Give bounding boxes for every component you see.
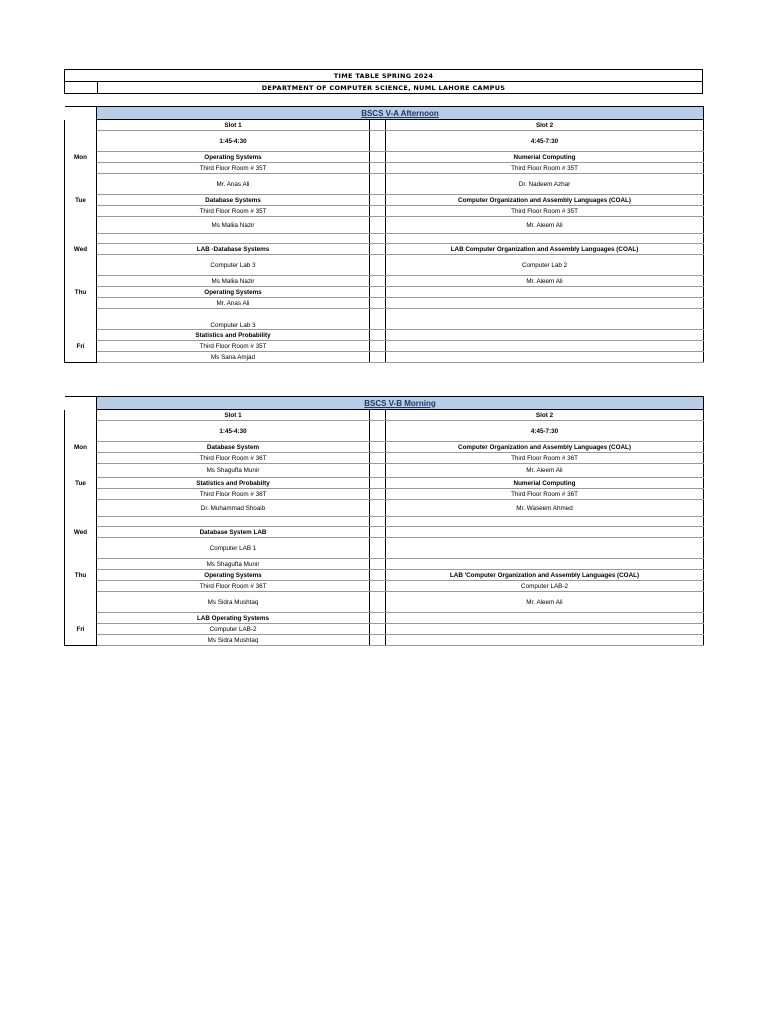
course-cell: Statistics and Probability	[97, 330, 370, 341]
slot2-time: 4:45-7:30	[386, 421, 704, 442]
teacher-cell: Dr. Nadeem Azhar	[386, 174, 704, 195]
section-a-table	[64, 106, 704, 363]
course-cell: Statistics and Probabilty	[97, 478, 370, 489]
teacher-cell: Mr. Aleem Ali	[386, 217, 704, 234]
day-thu: Thu	[65, 570, 97, 581]
day-fri: Fri	[65, 624, 97, 635]
department-title	[64, 81, 703, 94]
header-blank-cell	[65, 82, 98, 93]
course-cell: LAB 'Computer Organization and Assembly Languages (COAL)	[386, 570, 704, 581]
day-thu: Thu	[65, 287, 97, 298]
day-mon: Mon	[65, 442, 97, 453]
course-cell: Operating Systems	[97, 570, 370, 581]
day-wed: Wed	[65, 244, 97, 255]
department-label: DEPARTMENT OF COMPUTER SCIENCE, NUML LAHORE CAMPUS	[261, 84, 506, 92]
room-cell: Computer Lab 3	[97, 255, 370, 276]
course-cell: LAB Operating Systems	[97, 613, 370, 624]
course-cell: Computer Organization and Assembly Languages (COAL)	[386, 195, 704, 206]
course-cell: Database System	[97, 442, 370, 453]
slot1-time: 1:45-4:30	[97, 131, 370, 152]
teacher-cell: Mr. Anas Ali	[97, 174, 370, 195]
course-cell: Computer Organization and Assembly Languages (COAL)	[386, 442, 704, 453]
title-blank	[65, 397, 97, 410]
room-cell: Third Floor Room # 36T	[97, 453, 370, 464]
room-cell: Computer Lab 2	[386, 255, 704, 276]
teacher-cell: Ms Sana Amjad	[97, 352, 370, 363]
course-cell: LAB -Database Systems	[97, 244, 370, 255]
teacher-cell: Ms Maliia Nazir	[97, 276, 370, 287]
room-cell: Third Floor Room # 35T	[97, 341, 370, 352]
slot2-header: Slot 2	[386, 410, 704, 421]
section-a-title: BSCS V-A Afternoon	[97, 107, 704, 120]
room-cell: Third Floor Room # 35T	[386, 206, 704, 217]
day-tue: Tue	[65, 478, 97, 489]
day-fri: Fri	[65, 341, 97, 352]
teacher-cell: Ms Sidra Mushtaq	[97, 592, 370, 613]
room-cell: Third Floor Room # 36T	[386, 453, 704, 464]
slot1-time: 1:45-4:30	[97, 421, 370, 442]
room-cell: Third Floor Room # 36T	[97, 489, 370, 500]
teacher-cell: Ms Maliia Nazir	[97, 217, 370, 234]
teacher-cell: Mr. Anas Ali	[97, 298, 370, 309]
teacher-cell: Ms Shagufta Munir	[97, 464, 370, 478]
course-cell: LAB Computer Organization and Assembly Languages (COAL)	[386, 244, 704, 255]
day-blank	[65, 120, 97, 131]
title-blank	[65, 107, 97, 120]
room-cell: Third Floor Room # 35T	[97, 206, 370, 217]
day-wed: Wed	[65, 527, 97, 538]
course-cell: Numerial Computing	[386, 478, 704, 489]
room-cell: Computer LAB 1	[97, 538, 370, 559]
slot2-header: Slot 2	[386, 120, 704, 131]
course-cell: Operating Systems	[97, 287, 370, 298]
slot1-header: Slot 1	[97, 410, 370, 421]
teacher-cell: Mr. Aleem Ali	[386, 276, 704, 287]
course-cell: Database Systems	[97, 195, 370, 206]
day-tue: Tue	[65, 195, 97, 206]
teacher-cell: Dr. Muhammad Shoaib	[97, 500, 370, 517]
section-b-title: BSCS V-B Morning	[97, 397, 704, 410]
teacher-cell: Ms Sidra Mushtaq	[97, 635, 370, 646]
teacher-cell: Ms Shagufta Munir	[97, 559, 370, 570]
teacher-cell: Mr. Aleem Ali	[386, 592, 704, 613]
course-cell: Database System LAB	[97, 527, 370, 538]
day-mon: Mon	[65, 152, 97, 163]
room-cell: Third Floor Room # 35T	[97, 163, 370, 174]
timetable-title: TIME TABLE SPRING 2024	[64, 69, 703, 82]
course-cell: Operating Systems	[97, 152, 370, 163]
room-cell: Computer LAB-2	[97, 624, 370, 635]
teacher-cell: Mr. Aleem Ali	[386, 464, 704, 478]
slot2-time: 4:45-7:30	[386, 131, 704, 152]
room-cell: Third Floor Room # 36T	[386, 489, 704, 500]
room-cell: Third Floor Room # 36T	[97, 581, 370, 592]
section-b-table	[64, 396, 704, 646]
teacher-cell: Mr. Waseem Ahmed	[386, 500, 704, 517]
room-cell: Computer LAB-2	[386, 581, 704, 592]
course-cell: Numerial Computing	[386, 152, 704, 163]
room-cell: Third Floor Room # 35T	[386, 163, 704, 174]
slot1-header: Slot 1	[97, 120, 370, 131]
room-cell: Computer Lab 3	[97, 309, 370, 330]
